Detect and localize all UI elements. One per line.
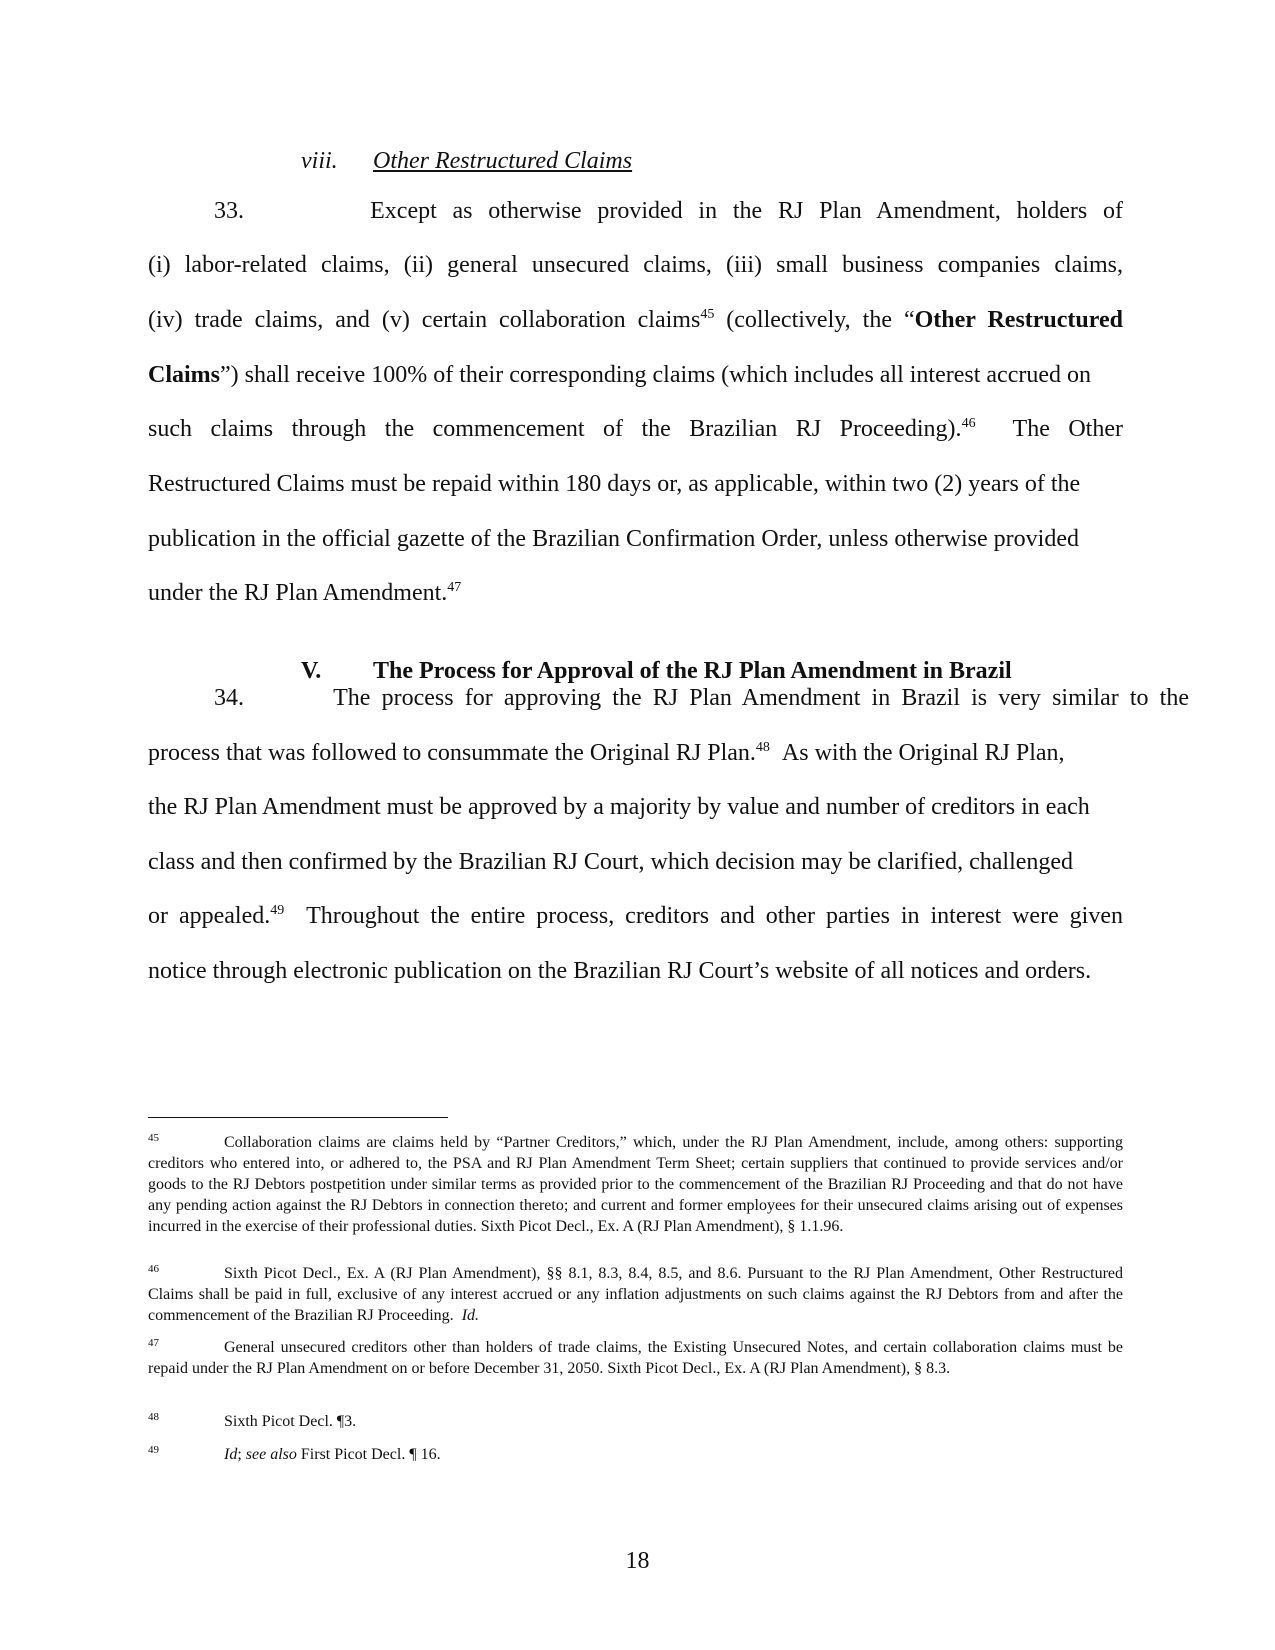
subsection-title: Other Restructured Claims <box>373 148 633 174</box>
para34-line-2 <box>148 738 1123 768</box>
footnote-ref-47[interactable]: 47 <box>447 580 462 595</box>
footnote-ref-49[interactable]: 49 <box>270 903 285 918</box>
text: or appealed. <box>148 903 271 929</box>
para34-line-6: notice through electronic publication on the Brazilian RJ Court’s website of all notices and orders. <box>148 958 1092 984</box>
footnote-47 <box>148 1337 1123 1379</box>
footnote-number: 48 <box>148 1411 159 1423</box>
footnote-45 <box>148 1132 1123 1237</box>
text: The Other <box>975 416 1123 442</box>
footnote-text: General unsecured creditors other than holders of trade claims, the Existing Unsecured Notes, and certain collaboration claims must be repaid under the RJ Plan Amendment on or before December 31, 2050. Sixth Picot Decl., Ex. A (RJ Plan Amendment), § 8.3. <box>148 1339 1123 1377</box>
footnote-separator <box>148 1117 448 1118</box>
footnote-text <box>148 1444 1123 1465</box>
footnote-46 <box>148 1263 1123 1326</box>
para34-line-1: 34. The process for approving the RJ Plan Amendment in Brazil is very similar to the <box>214 685 1189 711</box>
footnote-number: 45 <box>148 1132 159 1144</box>
page-number: 18 <box>625 1548 650 1574</box>
text: (iv) trade claims, and (v) certain collaboration claims <box>148 307 701 333</box>
signal: see also <box>245 1446 297 1463</box>
defined-term: Claims <box>148 362 220 388</box>
para33-line-8 <box>148 578 1123 608</box>
para33-line-4 <box>148 360 1123 390</box>
text: such claims through the commencement of the Brazilian RJ Proceeding). <box>148 416 962 442</box>
text: ”) shall receive 100% of their corresponding claims (which includes all interest accrued on <box>220 362 1092 388</box>
para33-line-1: 33. Except as otherwise provided in the RJ Plan Amendment, holders of <box>214 198 1123 224</box>
text: As with the Original RJ Plan, <box>769 740 1065 766</box>
footnote-48 <box>148 1411 1123 1432</box>
para34-line-4: class and then confirmed by the Brazilian RJ Court, which decision may be clarified, challenged <box>148 849 1074 875</box>
para33-line-3 <box>148 305 1123 335</box>
citation-id: Id <box>224 1446 238 1463</box>
text: under the RJ Plan Amendment. <box>148 580 448 606</box>
text: Sixth Picot Decl., Ex. A (RJ Plan Amendment), §§ 8.1, 8.3, 8.4, 8.5, and 8.6. Pursuant to the RJ Plan Amendment, Other Restructured Claims shall be paid in full, exclusive of any interest accrued or any inflation adjustments on such claims against the RJ Debtors from and after the commencement of the Brazilian RJ Proceeding. <box>148 1265 1123 1324</box>
footnote-text: Sixth Picot Decl. ¶3. <box>224 1413 357 1430</box>
citation-id: Id. <box>461 1307 480 1324</box>
text: (collectively, the “ <box>714 307 915 333</box>
footnote-ref-45[interactable]: 45 <box>700 307 715 322</box>
text: First Picot Decl. ¶ 16. <box>296 1446 441 1463</box>
section-title: The Process for Approval of the RJ Plan Amendment in Brazil <box>373 658 1012 684</box>
section-number: V. <box>301 658 322 684</box>
para33-line-6: Restructured Claims must be repaid within 180 days or, as applicable, within two (2) years of the <box>148 471 1081 497</box>
text: ; <box>237 1446 246 1463</box>
para34-line-5 <box>148 901 1123 931</box>
footnote-number: 47 <box>148 1337 159 1349</box>
footnote-number: 46 <box>148 1263 159 1275</box>
footnote-text <box>148 1263 1123 1326</box>
para33-line-5 <box>148 414 1123 444</box>
footnote-ref-48[interactable]: 48 <box>755 740 770 755</box>
footnote-49 <box>148 1444 1123 1465</box>
para34-line-3: the RJ Plan Amendment must be approved by a majority by value and number of creditors in each <box>148 794 1090 820</box>
section-heading <box>301 658 1012 685</box>
para33-line-2: (i) labor-related claims, (ii) general unsecured claims, (iii) small business companies claims, <box>148 252 1123 278</box>
defined-term: Other Restructured <box>914 307 1123 333</box>
para33-line-7: publication in the official gazette of the Brazilian Confirmation Order, unless otherwise provided <box>148 526 1079 552</box>
footnote-text: Collaboration claims are claims held by “Partner Creditors,” which, under the RJ Plan Amendment, include, among others: supporting creditors who entered into, or adhered to, the PSA and RJ Plan Amendment Term Sheet; certain suppliers that continued to provide services and/or goods to the RJ Debtors postpetition under similar terms as provided prior to the commencement of the Brazilian RJ Proceeding and that do not have any pending action against the RJ Debtors in connection thereto; and current and former employees for their unsecured claims arising out of expenses incurred in the exercise of their professional duties. Sixth Picot Decl., Ex. A (RJ Plan Amendment), § 1.1.96. <box>148 1134 1123 1235</box>
text: process that was followed to consummate the Original RJ Plan. <box>148 740 756 766</box>
footnote-number: 49 <box>148 1444 159 1456</box>
text: Throughout the entire process, creditors and other parties in interest were given <box>284 903 1123 929</box>
subsection-number: viii. <box>301 148 338 174</box>
subsection-heading <box>301 148 632 175</box>
footnote-ref-46[interactable]: 46 <box>961 416 976 431</box>
